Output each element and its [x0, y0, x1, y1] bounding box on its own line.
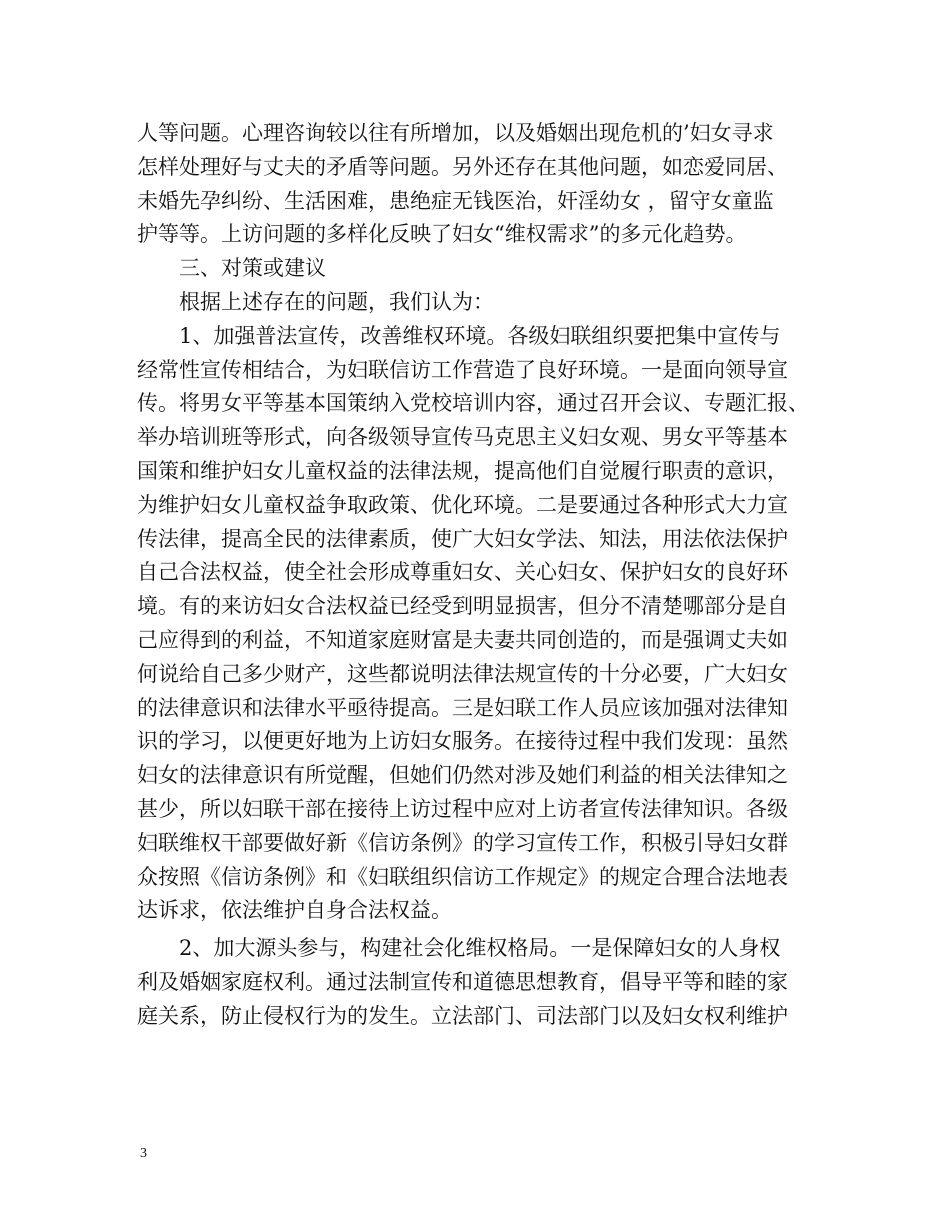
text-line: 己应得到的利益，不知道家庭财富是夫妻共同创造的，而是强调丈夫如 — [137, 627, 788, 652]
text-line: 庭关系，防止侵权行为的发生。立法部门、司法部门以及妇女权利维护 — [137, 1003, 788, 1028]
text-line: 识的学习，以便更好地为上访妇女服务。在接待过程中我们发现：虽然 — [137, 729, 788, 754]
text-line: 1、加强普法宣传，改善维权环境。各级妇联组织要把集中宣传与 — [179, 323, 781, 348]
text-line: 经常性宣传相结合，为妇联信访工作营造了良好环境。一是面向领导宣 — [137, 357, 788, 382]
text-line: 传法律，提高全民的法律素质，使广大妇女学法、知法，用法依法保护 — [137, 526, 788, 551]
text-line: 的法律意识和法律水平亟待提高。三是妇联工作人员应该加强对法律知 — [137, 695, 788, 720]
body-text — [137, 117, 827, 1034]
text-line: 甚少，所以妇联干部在接待上访过程中应对上访者宣传法律知识。各级 — [137, 796, 788, 821]
text-line: 护等等。上访问题的多样化反映了妇女“维权需求”的多元化趋势。 — [137, 222, 747, 247]
text-line: 妇联维权干部要做好新《信访条例》的学习宣传工作，积极引导妇女群 — [137, 830, 788, 855]
text-line: 何说给自己多少财产，这些都说明法律法规宣传的十分必要，广大妇女 — [137, 661, 788, 686]
text-line: 境。有的来访妇女合法权益已经受到明显损害，但分不清楚哪部分是自 — [137, 594, 788, 619]
text-line: 妇女的法律意识有所觉醒，但她们仍然对涉及她们利益的相关法律知之 — [137, 763, 788, 788]
text-line: 为维护妇女儿童权益争取政策、优化环境。二是要通过各种形式大力宣 — [137, 492, 788, 517]
text-line: 众按照《信访条例》和《妇联组织信访工作规定》的规定合理合法地表 — [137, 864, 788, 889]
text-line: 怎样处理好与丈夫的矛盾等问题。另外还存在其他问题，如恋爱同居、 — [137, 154, 788, 179]
text-line: 2、加大源头参与，构建社会化维权格局。一是保障妇女的人身权 — [179, 936, 781, 961]
text-line: 国策和维护妇女儿童权益的法律法规，提高他们自觉履行职责的意识， — [137, 458, 788, 483]
section-heading: 三、对策或建议 — [179, 256, 326, 281]
page-number: 3 — [140, 1146, 147, 1161]
text-line: 人等问题。心理咨询较以往有所增加，以及婚姻出现危机的’妇女寻求 — [137, 121, 774, 145]
text-line: 传。将男女平等基本国策纳入党校培训内容，通过召开会议、专题汇报、 — [137, 391, 809, 416]
text-line: 达诉求，依法维护自身合法权益。 — [137, 898, 452, 923]
text-line: 自己合法权益，使全社会形成尊重妇女、关心妇女、保护妇女的良好环 — [137, 560, 788, 585]
text-line: 举办培训班等形式，向各级领导宣传马克思主义妇女观、男女平等基本 — [137, 425, 788, 450]
text-line: 根据上述存在的问题，我们认为： — [179, 289, 494, 314]
text-line: 利及婚姻家庭权利。通过法制宣传和道德思想教育，倡导平等和睦的家 — [137, 969, 788, 994]
text-line: 未婚先孕纠纷、生活困难，患绝症无钱医治，奸淫幼女 ，留守女童监 — [137, 188, 774, 213]
